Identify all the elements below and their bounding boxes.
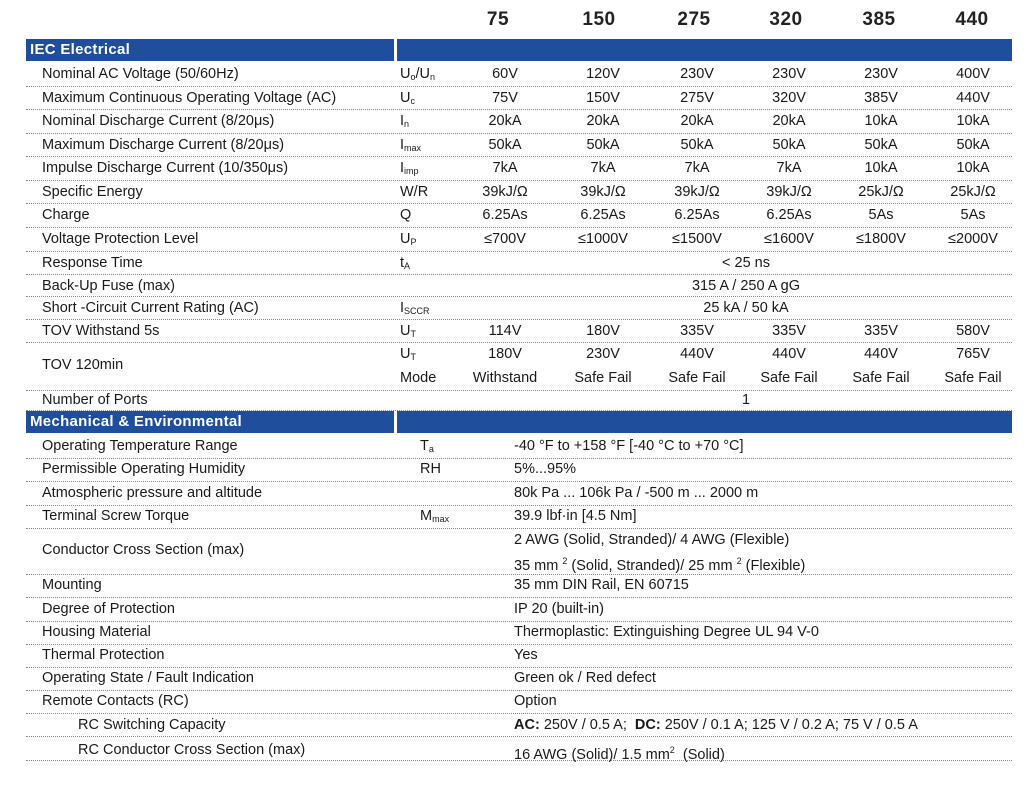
cell-value: 180V [586,323,620,339]
cell-value: 2 AWG (Solid, Stranded)/ 4 AWG (Flexible) [514,532,790,548]
table-row [26,667,1012,691]
row-label: RC Switching Capacity [78,717,226,733]
table-row [26,203,1012,228]
cell-value: 10kA [864,113,898,129]
row-label: Short -Circuit Current Rating (AC) [42,300,259,316]
row-label: Mounting [42,577,102,593]
table-row [26,621,1012,645]
table-row [26,274,1012,297]
cell-value: 5As [868,207,894,223]
row-label: Terminal Screw Torque [42,508,190,524]
cell-value: 20kA [680,113,714,129]
table-row [26,251,1012,275]
row-label: Number of Ports [42,392,148,408]
cell-value: Thermoplastic: Extinguishing Degree UL 94 V-0 [514,624,819,640]
cell-value: 6.25As [482,207,528,223]
model-150: 150 [582,9,616,30]
cell-value: 20kA [586,113,620,129]
row-symbol: RH [420,461,441,477]
cell-value: 20kA [488,113,522,129]
cell-value: 5%...95% [514,461,577,477]
table-row [26,690,1012,714]
cell-value: Safe Fail [574,370,632,386]
cell-value: 25 kA / 50 kA [703,300,789,316]
table-row-ports [26,390,1012,411]
cell-value: 25kJ/Ω [950,184,996,200]
cell-value: 765V [956,346,990,362]
cell-value: 1 [741,392,751,408]
row-symbol: $U_T$ [400,346,416,362]
cell-value: Withstand [472,370,538,386]
row-symbol: $I_n$ [400,113,410,129]
cell-value: 20kA [772,113,806,129]
table-row [26,482,1012,506]
cell-value: 335V [680,323,714,339]
row-symbol: $U_o/U_n$ [400,66,436,82]
row-label: Maximum Continuous Operating Voltage (AC) [42,90,337,106]
cell-value: 580V [956,323,990,339]
cell-value: 75V [492,90,518,106]
cell-value: 275V [680,90,714,106]
cell-value: 335V [772,323,806,339]
table-row [26,86,1012,110]
cell-value: 440V [956,90,990,106]
table-row [26,296,1012,320]
section-header-mech [26,411,1012,433]
row-symbol: $I_{imp}$ [400,160,419,176]
cell-value: 6.25As [580,207,626,223]
section-header-iec [26,39,1012,61]
cell-value: Yes [514,647,538,663]
cell-value: 230V [680,66,714,82]
row-label: Impulse Discharge Current (10/350μs) [42,160,289,176]
cell-value: 50kA [680,137,714,153]
cell-value: 10kA [956,160,990,176]
table-row [26,180,1012,204]
table-row [26,227,1012,252]
cell-value: ≤1500V [672,231,722,247]
row-label: Degree of Protection [42,601,175,617]
model-440: 440 [955,9,989,30]
cell-value: 7kA [776,160,802,176]
cell-value: 80k Pa ... 106k Pa / -500 m ... 2000 m [514,485,759,501]
cell-value: 120V [586,66,620,82]
model-385: 385 [862,9,896,30]
cell-value: Safe Fail [760,370,818,386]
cell-value-line2: 35 mm $^2$ (Solid, Stranded)/ 25 mm $^2$ (Flexible) [514,556,806,574]
table-row-rc-switching [26,713,1012,737]
table-row [26,458,1012,482]
cell-value: 10kA [864,160,898,176]
cell-value: Option [514,693,557,709]
row-label: Operating State / Fault Indication [42,670,254,686]
cell-value: 7kA [684,160,710,176]
row-label: Response Time [42,255,143,271]
row-label: Thermal Protection [42,647,165,663]
row-label: Nominal Discharge Current (8/20μs) [42,113,275,129]
table-row [26,319,1012,343]
cell-value: -40 °F to +158 °F [-40 °C to +70 °C] [514,438,744,454]
table-row [26,109,1012,134]
cell-value: 440V [680,346,714,362]
row-label: Nominal AC Voltage (50/60Hz) [42,66,239,82]
row-label: Charge [42,207,90,223]
section-title-mech: Mechanical & Environmental [30,413,243,430]
row-label: Maximum Discharge Current (8/20μs) [42,137,285,153]
cell-value: 150V [586,90,620,106]
cell-value: IP 20 (built-in) [514,601,604,617]
cell-value: 60V [492,66,518,82]
row-symbol: $T_a$ [420,438,434,454]
cell-value: 230V [586,346,620,362]
table-row [26,505,1012,529]
model-275: 275 [677,9,711,30]
cell-value: 320V [772,90,806,106]
cell-value: 39kJ/Ω [766,184,812,200]
cell-value: 385V [864,90,898,106]
row-label: Specific Energy [42,184,143,200]
row-label: RC Conductor Cross Section (max) [78,742,306,758]
row-symbol: $t_A$ [400,255,411,271]
row-symbol-mode: Mode [400,370,437,386]
cell-value: 180V [488,346,522,362]
cell-value: 25kJ/Ω [858,184,904,200]
table-row [26,62,1012,87]
cell-value: 440V [864,346,898,362]
cell-value: Safe Fail [944,370,1002,386]
row-symbol: $U_T$ [400,323,416,339]
model-header [0,9,1034,37]
row-label: Conductor Cross Section (max) [42,542,245,558]
row-symbol: $I_{max}$ [400,137,422,153]
row-symbol: W/R [400,184,429,200]
cell-value: 50kA [772,137,806,153]
cell-value: ≤1600V [764,231,814,247]
row-label: TOV Withstand 5s [42,323,160,339]
cell-value: 335V [864,323,898,339]
cell-value: Safe Fail [668,370,726,386]
cell-value: Green ok / Red defect [514,670,656,686]
row-label: Housing Material [42,624,151,640]
cell-value: 50kA [956,137,990,153]
cell-value: 39kJ/Ω [580,184,626,200]
section-title-iec: IEC Electrical [30,41,131,58]
cell-value: 6.25As [674,207,720,223]
cell-value: 6.25As [766,207,812,223]
table-row [26,574,1012,598]
table-row-rc-conductor [26,736,1012,761]
cell-value: 16 AWG (Solid)/ 1.5 $mm^2$ (Solid) [514,745,725,763]
table-row [26,598,1012,622]
table-row [26,644,1012,668]
cell-value: 440V [772,346,806,362]
cell-value: 114V [488,323,522,339]
cell-value: 50kA [864,137,898,153]
row-label: Operating Temperature Range [42,438,238,454]
row-symbol: Q [400,207,412,223]
row-symbol: $M_{max}$ [420,508,450,524]
table-row-conductor [26,528,1012,575]
cell-value: 5As [960,207,986,223]
cell-value: ≤2000V [948,231,998,247]
row-symbol: $I_{SCCR}$ [400,300,430,316]
cell-value: 39.9 lbf·in [4.5 Nm] [514,508,637,524]
cell-value: 230V [864,66,898,82]
cell-value: 400V [956,66,990,82]
table-row [26,133,1012,157]
cell-value: ≤1000V [578,231,628,247]
cell-value: AC: 250V / 0.5 A; DC: 250V / 0.1 A; 125 V / 0.2 A; 75 V / 0.5 A [514,717,918,733]
cell-value: 230V [772,66,806,82]
table-row [26,435,1012,459]
model-75: 75 [486,9,510,30]
table-row-tov120 [26,342,1012,391]
row-label: Remote Contacts (RC) [42,693,189,709]
cell-value: 39kJ/Ω [674,184,720,200]
model-320: 320 [769,9,803,30]
cell-value: 7kA [492,160,518,176]
cell-value: 39kJ/Ω [482,184,528,200]
cell-value: 35 mm DIN Rail, EN 60715 [514,577,689,593]
cell-value: ≤1800V [856,231,906,247]
cell-value: Safe Fail [852,370,910,386]
cell-value: 10kA [956,113,990,129]
row-symbol: $U_P$ [400,231,417,247]
row-symbol: $U_c$ [400,90,415,106]
cell-value: ≤700V [484,231,526,247]
row-label: TOV 120min [42,357,124,373]
row-label: Atmospheric pressure and altitude [42,485,263,501]
cell-value: < 25 ns [722,255,770,271]
cell-value: 7kA [590,160,616,176]
cell-value: 315 A / 250 A gG [691,278,801,294]
row-label: Voltage Protection Level [42,231,199,247]
cell-value: 50kA [586,137,620,153]
row-label: Permissible Operating Humidity [42,461,246,477]
row-label: Back-Up Fuse (max) [42,278,175,294]
cell-value: 50kA [488,137,522,153]
table-row [26,156,1012,181]
